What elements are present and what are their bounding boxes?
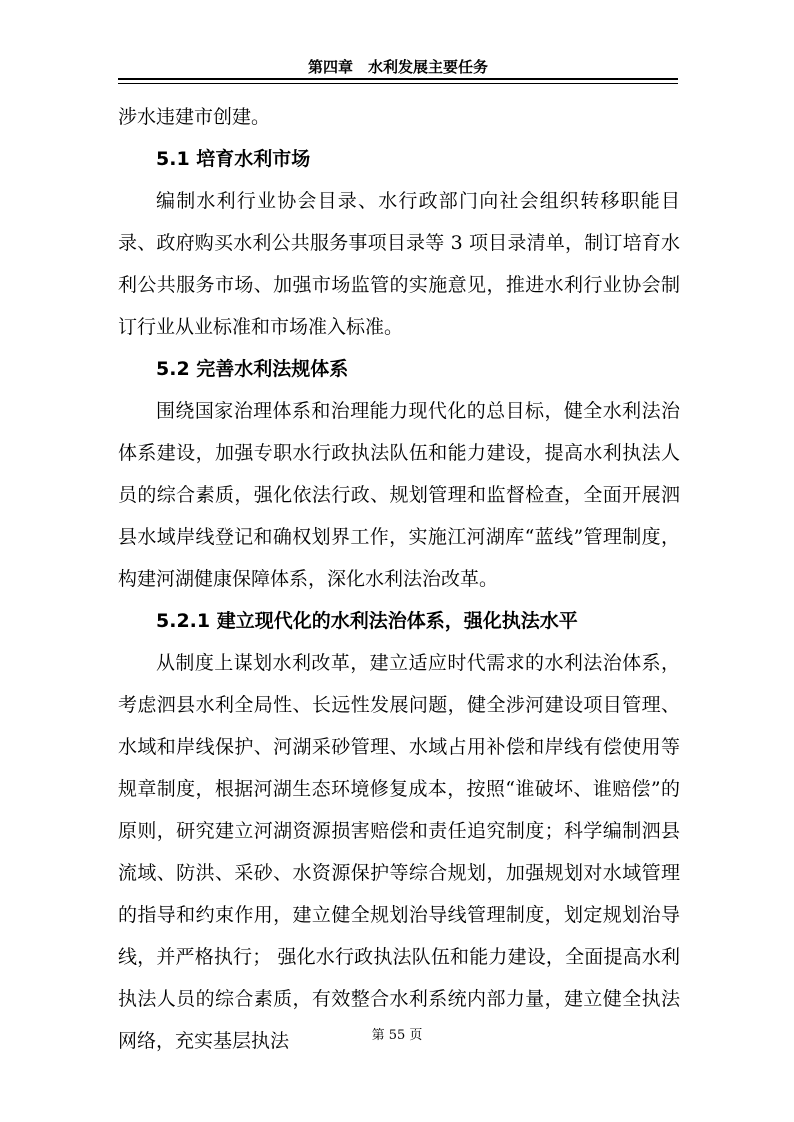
- paragraph-continuation: 涉水违建市创建。: [118, 106, 271, 128]
- paragraph: 编制水利行业协会目录、水行政部门向社会组织转移职能目录、政府购买水利公共服务事项目录等 3 项目录清单，制订培育水利公共服务市场、加强市场监管的实施意见，推进水利行业协会制订行业从业标准和市场准入标准。: [118, 190, 680, 338]
- section-heading-5-2: 5.2 完善水利法规体系: [156, 358, 349, 380]
- section-heading-5-1: 5.1 培育水利市场: [156, 148, 311, 170]
- header-rule-thin: [118, 83, 678, 84]
- page-body: [118, 96, 680, 1062]
- running-header: 第四章 水利发展主要任务: [307, 58, 488, 76]
- paragraph: 从制度上谋划水利改革，建立适应时代需求的水利法治体系，考虑泗县水利全局性、长远性发展问题，健全涉河建设项目管理、水域和岸线保护、河湖采砂管理、水域占用补偿和岸线有偿使用等规章制度，根据河湖生态环境修复成本，按照“谁破坏、谁赔偿”的原则，研究建立河湖资源损害赔偿和责任追究制度；科学编制泗县流域、防洪、采砂、水资源保护等综合规划，加强规划对水域管理的指导和约束作用，建立健全规划治导线管理制度，划定规划治导线，并严格执行； 强化水行政执法队伍和能力建设，全面提高水利执法人员的综合素质，有效整合水利系统内部力量，建立健全执法网络，充实基层执法: [118, 652, 680, 1052]
- page-number: 第 55 页: [371, 1028, 423, 1043]
- paragraph: 围绕国家治理体系和治理能力现代化的总目标，健全水利法治体系建设，加强专职水行政执法队伍和能力建设，提高水利执法人员的综合素质，强化依法行政、规划管理和监督检查，全面开展泗县水域岸线登记和确权划界工作，实施江河湖库“蓝线”管理制度，构建河湖健康保障体系，深化水利法治改革。: [118, 400, 680, 590]
- header-rule-thick: [118, 78, 678, 80]
- section-heading-5-2-1: 5.2.1 建立现代化的水利法治体系，强化执法水平: [156, 610, 578, 632]
